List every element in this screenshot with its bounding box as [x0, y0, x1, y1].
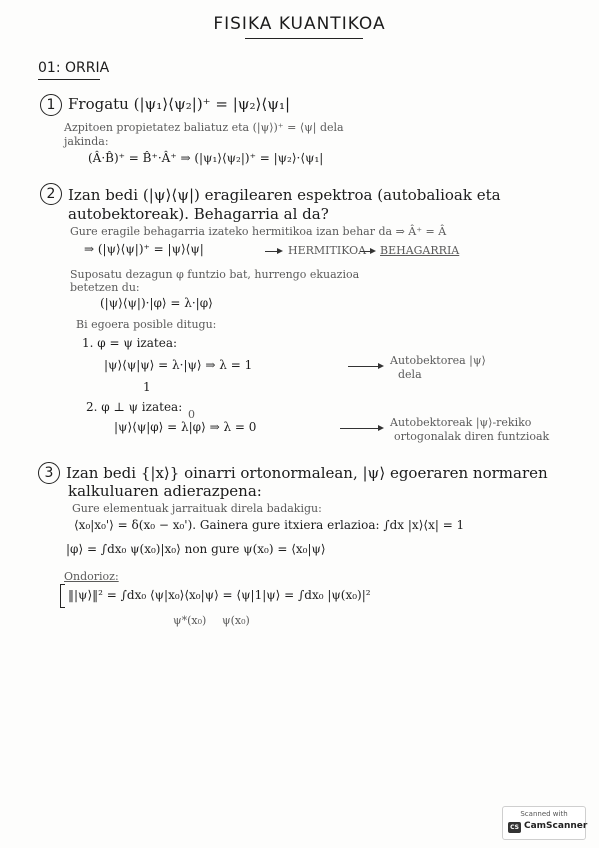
wavy-arrow — [348, 366, 382, 367]
exercise-2-eigen-equation: (|ψ⟩⟨ψ|)·|φ⟩ = λ·|φ⟩ — [100, 296, 213, 310]
wavy-arrow — [340, 428, 382, 429]
exercise-2-note-3: Suposatu dezagun φ funtzio bat, hurrengo ekuazioa — [70, 268, 360, 281]
exercise-1-note-2: jakinda: — [64, 135, 109, 148]
exercise-3-closure-relation: ⟨x₀|x₀'⟩ = δ(x₀ − x₀'). Gainera gure itxiera erlazioa: ∫dx |x⟩⟨x| = 1 — [74, 518, 465, 532]
exercise-1-equation: (Â·B̂)⁺ = B̂⁺·Â⁺ ⇒ (|ψ₁⟩⟨ψ₂|)⁺ = |ψ₂⟩·⟨ψ₁| — [88, 151, 324, 165]
exercise-2-note-5: Bi egoera posible ditugu: — [76, 318, 217, 331]
watermark-caption: Scanned with — [520, 810, 568, 818]
exercise-3-state-expansion: |φ⟩ = ∫dx₀ ψ(x₀)|x₀⟩ non gure ψ(x₀) = ⟨x₀|ψ⟩ — [66, 542, 326, 556]
exercise-3-norm-result: ‖|ψ⟩‖² = ∫dx₀ ⟨ψ|x₀⟩⟨x₀|ψ⟩ = ⟨ψ|1|ψ⟩ = ∫dx₀ |ψ(x₀)|² — [68, 588, 371, 602]
camscanner-watermark — [502, 806, 586, 840]
arrow-implies — [265, 251, 281, 252]
arrow-implies — [360, 251, 374, 252]
sheet-underline — [38, 79, 100, 80]
exercise-1-note-1: Azpitoen propietatez baliatuz eta (|ψ⟩)⁺ = ⟨ψ| dela — [64, 121, 344, 134]
exercise-number-2: 2 — [40, 183, 62, 205]
case-2-inner-product-value: 0 — [188, 408, 195, 421]
result-bracket — [60, 584, 65, 608]
case-2-result-line-2: ortogonalak diren funtzioak — [394, 430, 550, 443]
exercise-3-title-line-2: kalkuluaren adierazpena: — [68, 482, 262, 500]
exercise-3-note-1: Gure elementuak jarraituak direla badakigu: — [72, 502, 322, 515]
exercise-number-3: 3 — [38, 462, 60, 484]
exercise-2-line-2: ⇒ (|ψ⟩⟨ψ|)⁺ = |ψ⟩⟨ψ| — [84, 242, 204, 256]
hermitic-label: HERMITIKOA — [288, 244, 367, 257]
exercise-3-conclusion-label: Ondorioz: — [64, 570, 119, 583]
exercise-number-1: 1 — [40, 94, 62, 116]
exercise-2-note-4: betetzen du: — [70, 281, 140, 294]
exercise-1-title: Frogatu (|ψ₁⟩⟨ψ₂|)⁺ = |ψ₂⟩⟨ψ₁| — [68, 95, 291, 113]
exercise-2-note-1: Gure eragile behagarria izateko hermitikoa izan behar da ⇒ Â⁺ = Â — [70, 225, 447, 238]
case-1-result-line-1: Autobektorea |ψ⟩ — [390, 354, 486, 367]
annotation-wavefunction: ψ(x₀) — [222, 614, 250, 627]
exercise-3-title-line-1: Izan bedi {|x⟩} oinarri ortonormalean, |ψ⟩ egoeraren normaren — [66, 464, 548, 482]
case-1-equation: |ψ⟩⟨ψ|ψ⟩ = λ·|ψ⟩ ⇒ λ = 1 — [104, 358, 253, 372]
page-title: FISIKA KUANTIKOA — [213, 14, 386, 34]
exercise-2-title-line-1: Izan bedi (|ψ⟩⟨ψ|) eragilearen espektroa (autobalioak eta — [68, 186, 501, 204]
watermark-name: CamScanner — [524, 821, 588, 831]
case-1-label: 1. φ = ψ izatea: — [82, 336, 178, 350]
exercise-2-title-line-2: autobektoreak). Behagarria al da? — [68, 205, 329, 223]
case-1-result-line-2: dela — [398, 368, 422, 381]
title-underline — [245, 38, 363, 39]
sheet-label: 01: ORRIA — [38, 60, 110, 76]
observable-label: BEHAGARRIA — [380, 244, 460, 257]
annotation-conjugate: ψ*(x₀) — [173, 614, 207, 627]
case-2-result-line-1: Autobektoreak |ψ⟩-rekiko — [390, 416, 532, 429]
case-2-equation: |ψ⟩⟨ψ|φ⟩ = λ|φ⟩ ⇒ λ = 0 — [114, 420, 257, 434]
case-2-label: 2. φ ⊥ ψ izatea: — [86, 400, 183, 414]
camscanner-logo-icon: CS — [508, 822, 521, 833]
case-1-inner-product-value: 1 — [143, 380, 151, 394]
